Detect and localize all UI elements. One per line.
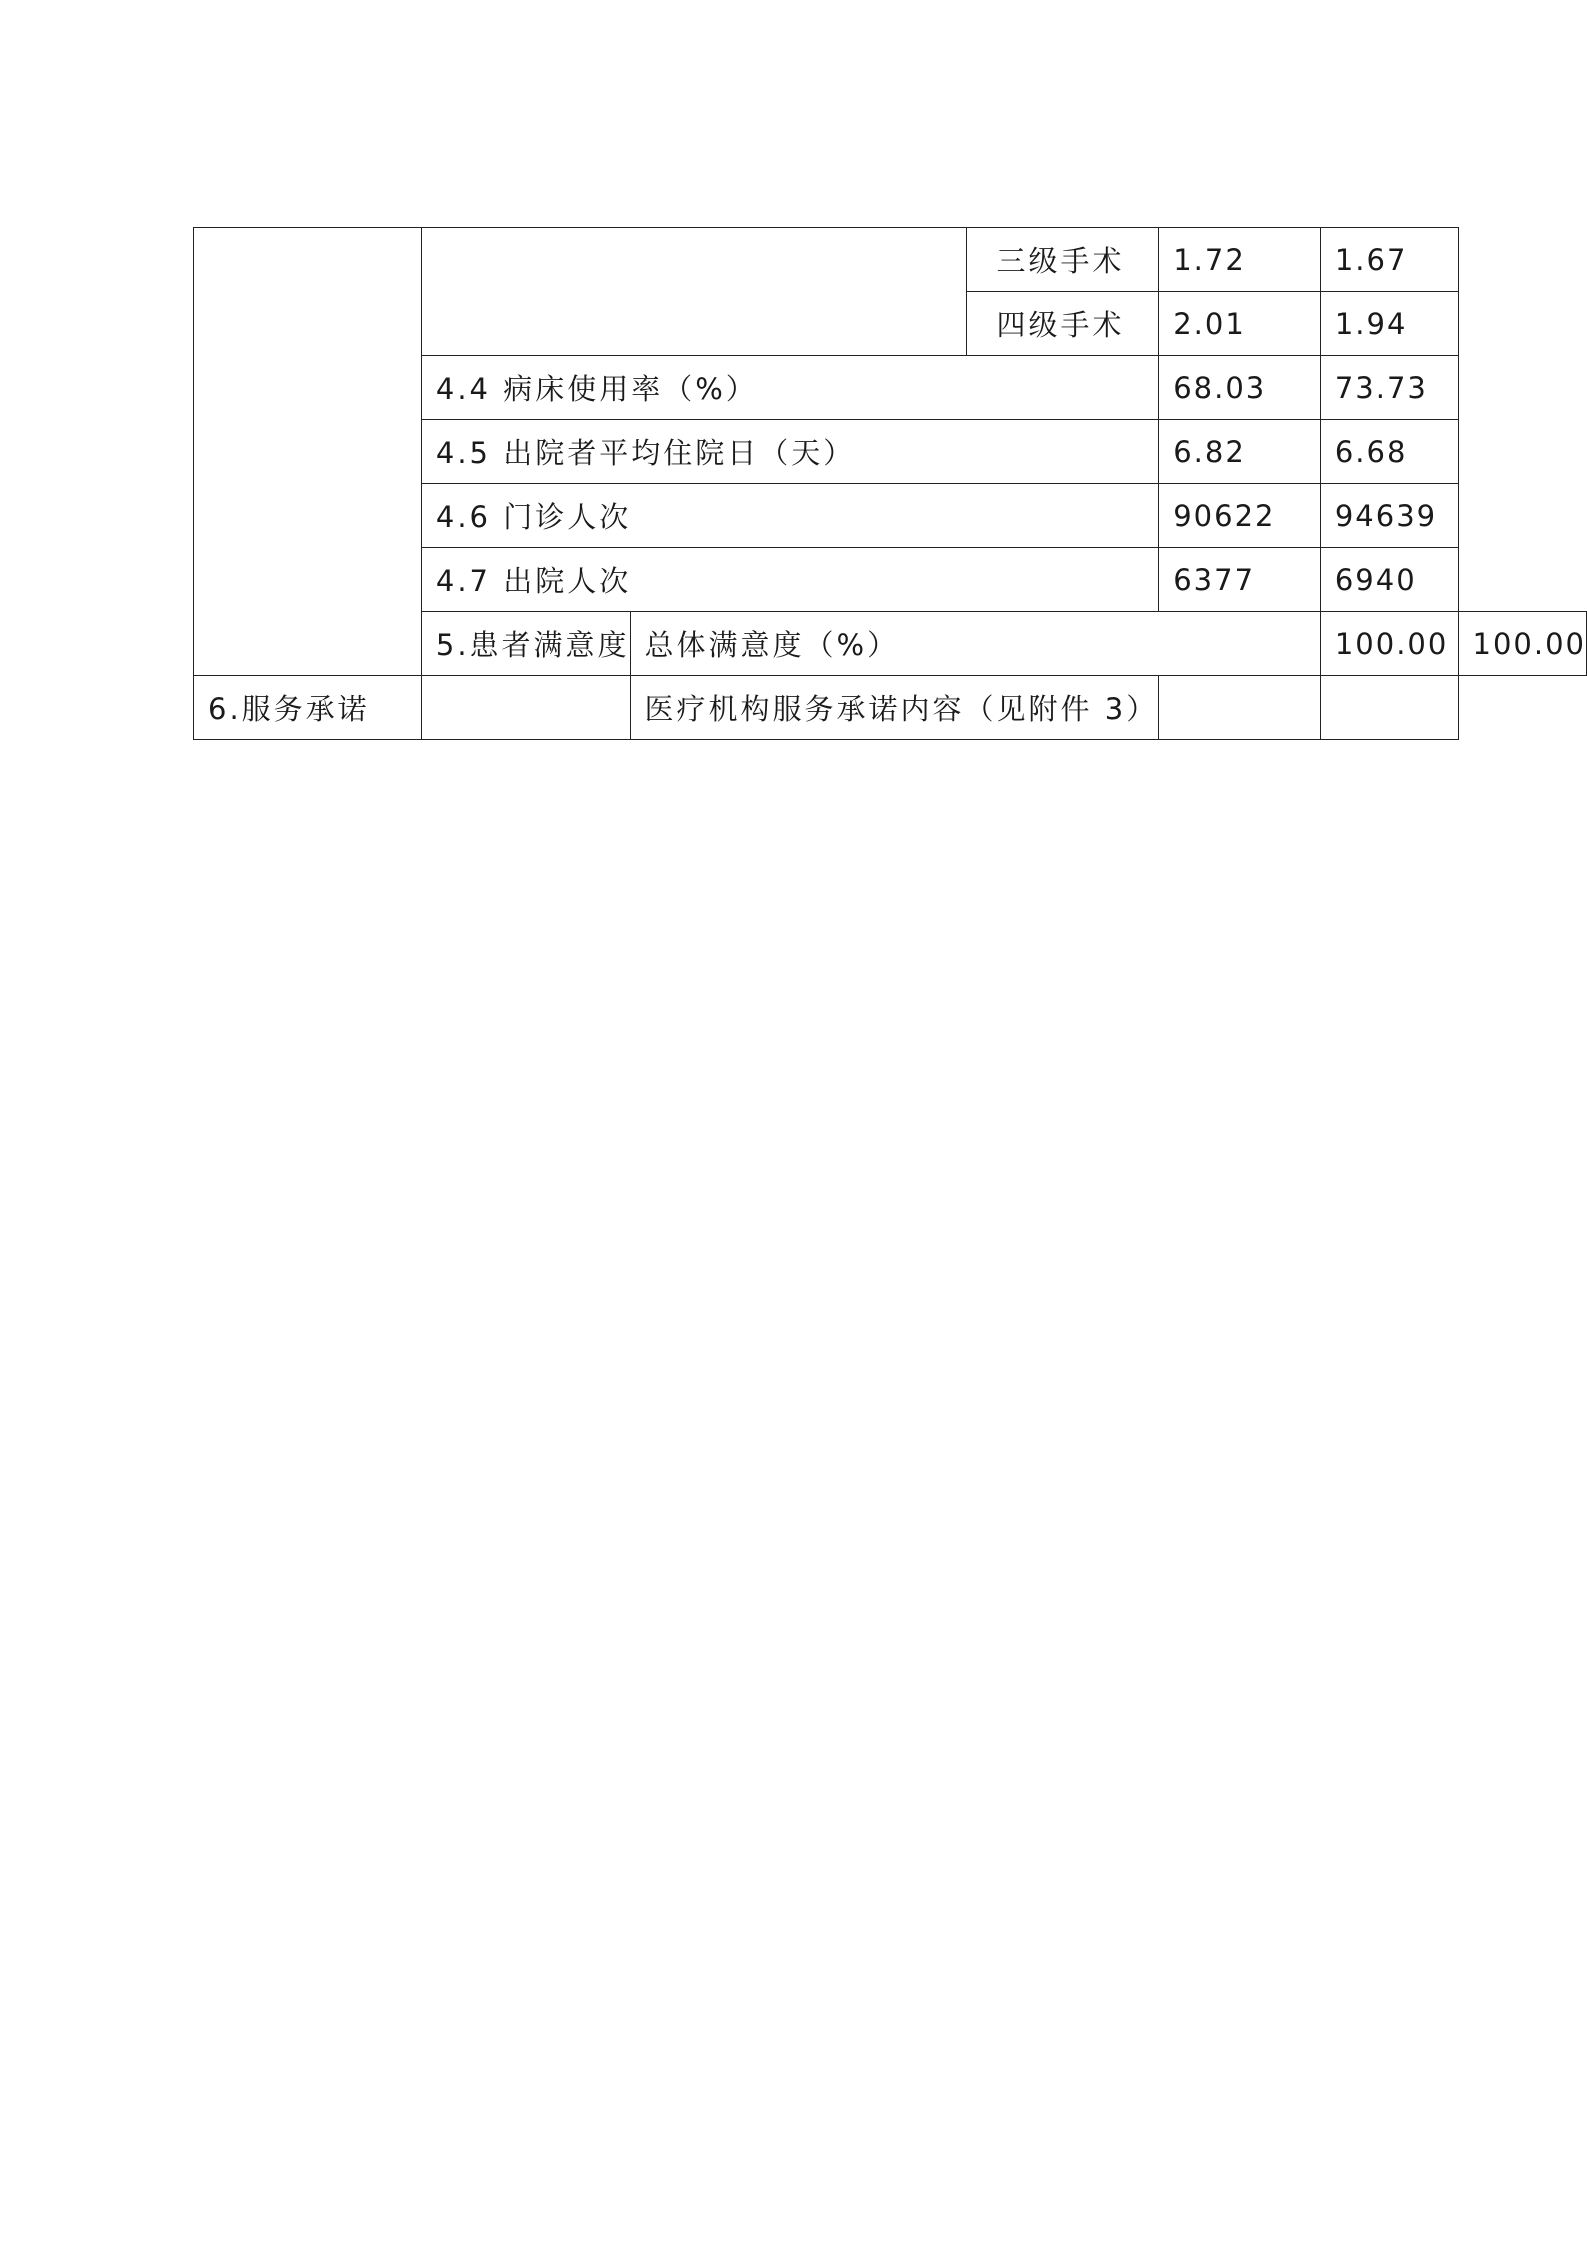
row-label: 医疗机构服务承诺内容（见附件 3） (630, 676, 1159, 740)
value-cell (1159, 676, 1321, 740)
value-cell: 100.00 (1320, 612, 1458, 676)
category-cell-blank (194, 228, 422, 676)
value-cell: 94639 (1320, 484, 1458, 548)
value-cell: 100.00 (1458, 612, 1586, 676)
row-label: 4.5 出院者平均住院日（天） (421, 420, 1158, 484)
table-row (194, 676, 1587, 740)
value-cell: 6940 (1320, 548, 1458, 612)
value-cell (1320, 676, 1458, 740)
category-cell: 5.患者满意度 (421, 612, 630, 676)
row-label: 4.6 门诊人次 (421, 484, 1158, 548)
value-cell: 6.82 (1159, 420, 1321, 484)
row-label: 4.7 出院人次 (421, 548, 1158, 612)
category-cell: 6.服务承诺 (194, 676, 422, 740)
row-label: 总体满意度（%） (630, 612, 1320, 676)
value-cell: 6377 (1159, 548, 1321, 612)
value-cell: 90622 (1159, 484, 1321, 548)
row-label: 四级手术 (966, 292, 1159, 356)
value-cell: 1.72 (1159, 228, 1321, 292)
subcategory-cell-blank (421, 228, 966, 356)
value-cell: 6.68 (1320, 420, 1458, 484)
value-cell: 2.01 (1159, 292, 1321, 356)
row-label: 4.4 病床使用率（%） (421, 356, 1158, 420)
table-row (194, 228, 1587, 292)
value-cell: 1.67 (1320, 228, 1458, 292)
indicator-table (193, 227, 1587, 740)
value-cell: 1.94 (1320, 292, 1458, 356)
value-cell: 73.73 (1320, 356, 1458, 420)
row-label: 三级手术 (966, 228, 1159, 292)
value-cell: 68.03 (1159, 356, 1321, 420)
subcategory-cell-blank (421, 676, 630, 740)
